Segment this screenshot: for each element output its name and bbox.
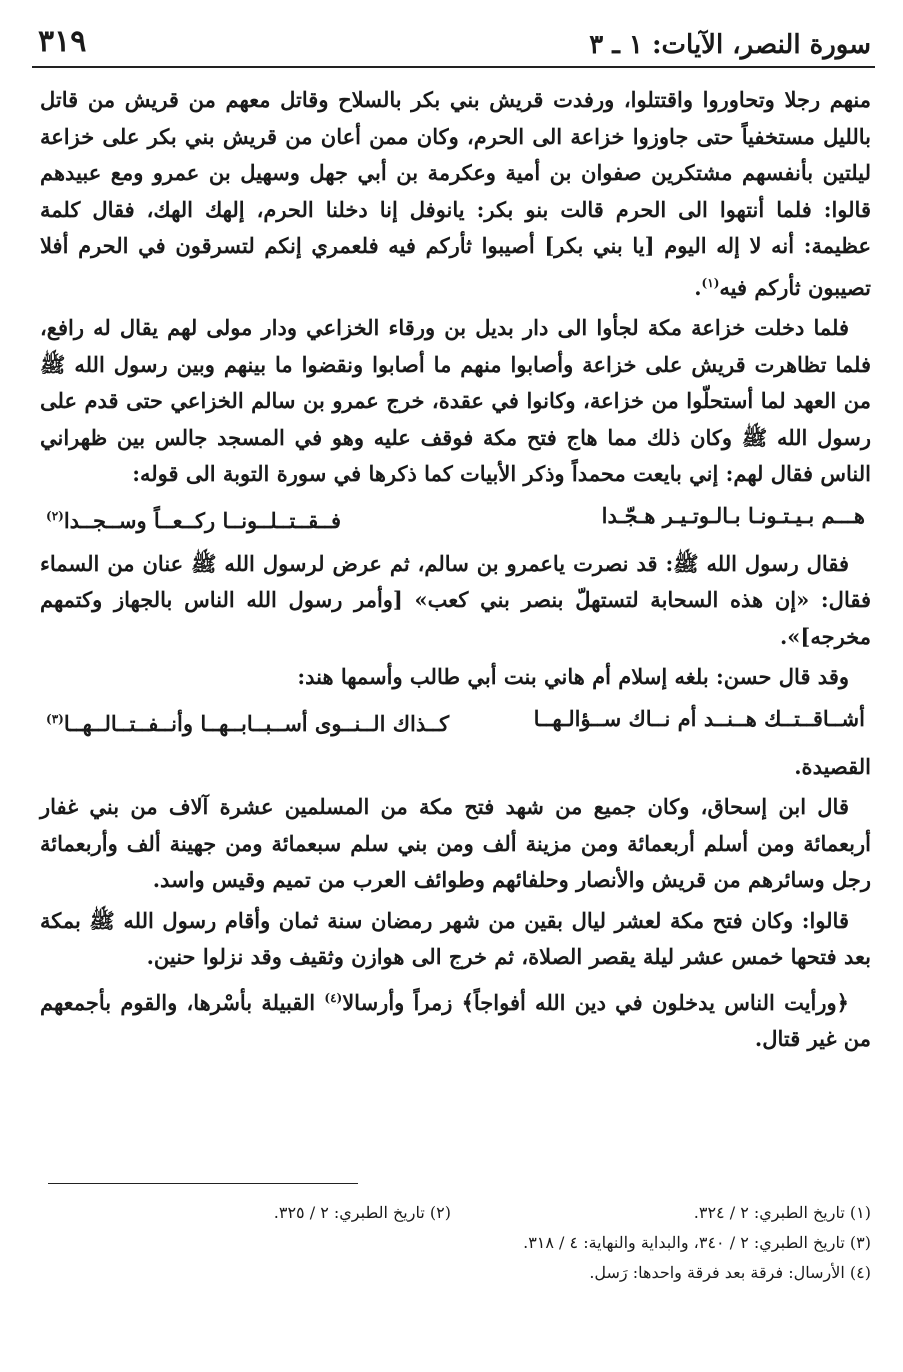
- page-body: [40, 82, 871, 1062]
- poem-verse-2: [46, 700, 865, 743]
- footnote-3-number: (٣): [849, 1233, 871, 1252]
- footnote-row: [40, 1258, 871, 1288]
- footnote-2: [274, 1198, 451, 1228]
- footnote-divider: [48, 1183, 358, 1184]
- footnote-4-number: (٤): [849, 1263, 871, 1282]
- footnote-3-text: تاريخ الطبري: ٢ / ٣٤٠، والبداية والنهاية: ٤ / ٣١٨.: [523, 1233, 845, 1252]
- paragraph-1: [40, 82, 871, 306]
- paragraph-6: قال ابن إسحاق، وكان جميع من شهد فتح مكة من المسلمين عشرة آلاف من بني غفار أربعمائة ومن أسلم أربعمائة ومن مزينة ألف ومن بني سلم سبعمائة ومن جهينة ألف وأربعمائة رجل وسائرهم من قريش والأنصار وحلفائهم وطوائف العرب من تميم وقيس واسد.: [40, 794, 871, 892]
- footnote-ref-1: (١): [701, 275, 720, 290]
- verse-2-second-hemistich: [46, 700, 449, 743]
- verse-1-second-text: فــقــتــلــونــا ركــعــاً وســجــدا: [63, 507, 342, 533]
- footnote-4: [589, 1258, 871, 1288]
- paragraph-2: فلما دخلت خزاعة مكة لجأوا الى دار بديل بن ورقاء الخزاعي ودار مولى لهم يقال له رافع، فلما تظاهرت قريش على خزاعة وأصابوا منهم ما أصابوا ونقضوا ما بينهم وبين رسول الله ﷺ من العهد لما أستحلّوا من خزاعة، وكانوا في عقدة، خرج عمرو بن سالم الخزاعي حتى قدم على رسول الله ﷺ وكان ذلك مما هاج فتح مكة فوقف عليه وهو في المسجد جالس بين ظهراني الناس فقال لهم: إني بايعت محمداً وذكر الأبيات كما ذكرها في سورة التوبة الى قوله:: [40, 315, 871, 486]
- verse-1-first-hemistich: هـــم بـيـتـونـا بـالـوتـيـر هـجّـدا: [601, 502, 865, 528]
- verse-1-second-hemistich: [46, 497, 341, 540]
- footnote-1: [451, 1198, 871, 1228]
- footnote-2-text: تاريخ الطبري: ٢ / ٣٢٥.: [273, 1203, 425, 1222]
- surah-title: سورة النصر، الآيات: ١ ـ ٣: [589, 30, 871, 60]
- paragraph-3: فقال رسول الله ﷺ: قد نصرت ياعمرو بن سالم، ثم عرض لرسول الله ﷺ عنان من السماء فقال: «إن هذه السحابة لتستهلّ بنصر بني كعب» [وأمر رسول الله الناس بالجهاز وكتمهم مخرجه]».: [40, 550, 871, 649]
- quran-quote: ﴿ورأيت الناس يدخلون في دين الله أفواجاً﴾: [461, 989, 849, 1015]
- page-number: ٣١٩: [38, 24, 87, 59]
- footnote-row: [40, 1198, 871, 1228]
- footnote-1-text: تاريخ الطبري: ٢ / ٣٢٤.: [693, 1203, 845, 1222]
- footnote-4-text: الأرسال: فرقة بعد فرقة واحدها: رَسل.: [589, 1263, 845, 1282]
- verse-2-first-hemistich: أشــاقــتــك هــنــد أم نــاك ســؤالـهــا: [533, 705, 865, 731]
- paragraph-1-end: .: [694, 274, 702, 300]
- paragraph-7: قالوا: وكان فتح مكة لعشر ليال بقين من شهر رمضان سنة ثمان وأقام رسول الله ﷺ بمكة بعد فتحها خمس عشر ليلة يقصر الصلاة، ثم خرج الى هوازن وثقيف وقد نزلوا حنين.: [40, 907, 871, 969]
- paragraph-8: [40, 980, 871, 1058]
- footnote-1-number: (١): [849, 1203, 871, 1222]
- footnote-row: [40, 1228, 871, 1258]
- paragraph-8-text-b: القبيلة بأسْرها، والقوم بأجمعهم من غير قتال.: [40, 989, 871, 1051]
- verse-2-second-text: كــذاك الــنــوى أســبــابــهــا وأنــفــتــالــهــا: [63, 710, 450, 736]
- footnote-3: [523, 1228, 871, 1258]
- paragraph-4: وقد قال حسن: بلغه إسلام أم هاني بنت أبي طالب وأسمها هند:: [297, 664, 849, 689]
- page-header: [32, 22, 875, 68]
- paragraph-5: القصيدة.: [794, 753, 871, 779]
- paragraph-8-text-a: زمراً وأرسالا: [342, 989, 462, 1015]
- footnote-2-number: (٢): [429, 1203, 451, 1222]
- footnote-ref-2: (٢): [46, 508, 64, 523]
- footnotes: [40, 1198, 871, 1288]
- footnote-ref-4: (٤): [324, 990, 343, 1005]
- paragraph-1-text: منهم رجلا وتحاوروا واقتتلوا، ورفدت قريش بني بكر بالسلاح وقاتل معهم من قريش من قاتل بالليل مستخفياً حتى جاوزوا خزاعة الى الحرم، وكان ممن أعان من قريش بني بكر على خزاعة ليلتين بأنفسهم مشتكرين صفوان بن أمية وعكرمة بن أبي جهل وسهيل بن عمرو ومع عبيدهم قالوا: فلما أنتهوا الى الحرم قالت بنو بكر: يانوفل إنا دخلنا الحرم، إلهك الهك، فقال كلمة عظيمة: أنه لا إله اليوم [يا بني بكر] أصيبوا ثأركم فيه فلعمري إنكم لتسرقون في الحرم أفلا تصيبون ثأركم فيه: [40, 87, 871, 300]
- footnote-ref-3: (٣): [46, 711, 64, 726]
- poem-verse-1: [46, 497, 865, 540]
